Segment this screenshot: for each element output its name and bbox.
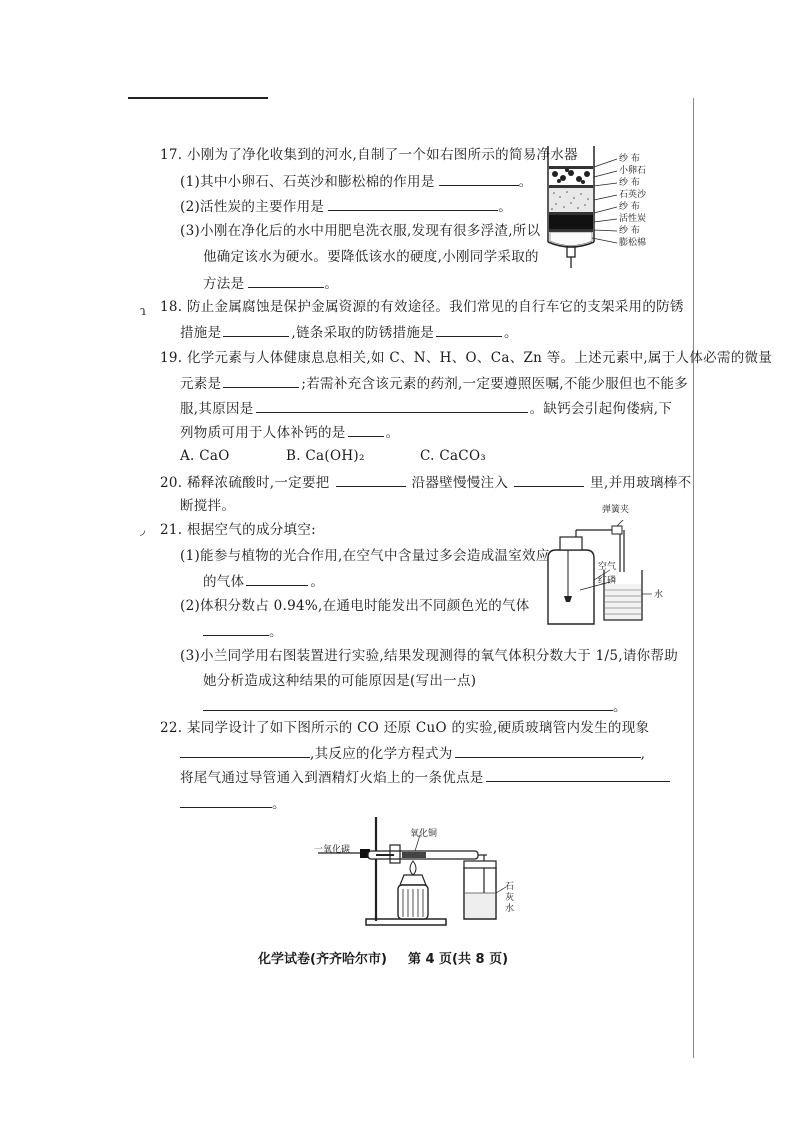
answer-blank[interactable] [514,473,584,487]
q19-line1: 19. 化学元素与人体健康息息相关,如 C、N、H、O、Ca、Zn 等。上述元素中,属于人体必需的微量 [160,350,773,366]
figure-label: 红磷 [598,576,617,586]
q17-part2: (2)活性炭的主要作用是 。 [180,199,513,215]
answer-blank[interactable] [486,768,670,782]
answer-blank[interactable] [348,423,384,437]
figure-label: 一氧化碳 [314,845,351,855]
q21-part3-line1: (3)小兰同学用右图装置进行实验,结果发现测得的氧气体积分数大于 1/5,请你帮助 [180,648,679,664]
q17-stem: 17. 小刚为了净化收集到的河水,自制了一个如右图所示的简易净水器 [160,147,578,163]
answer-blank[interactable] [336,473,406,487]
answer-blank[interactable] [203,622,269,636]
figure-label: 小卵石 [619,166,647,176]
answer-blank[interactable] [203,697,613,711]
q21-part2-line2: 。 [203,622,283,641]
answer-blank[interactable] [180,744,310,758]
q22-line3: 将尾气通过导管通入到酒精灯火焰上的一条优点是 [180,768,670,787]
figure-label: 膨松棉 [619,238,647,248]
figure-label: 纱 布 [619,202,640,212]
figure-label: 水 [654,590,664,600]
answer-blank[interactable] [328,197,498,211]
figure-label: 纱 布 [619,178,640,188]
answer-blank[interactable] [246,572,308,586]
q21-part2-line1: (2)体积分数占 0.94%,在通电时能发出不同颜色光的气体 [180,598,530,614]
q21-part3-line2: 她分析造成这种结果的可能原因是(写出一点) [203,673,477,689]
q19-option-a[interactable]: A. CaO [180,448,230,464]
q19-line4: 列物质可用于人体补钙的是 。 [180,425,400,441]
water-purifier-figure [540,140,690,275]
handwritten-mark: ɿ [140,304,146,319]
answer-blank[interactable] [223,374,299,388]
figure-label: 空气 [598,562,617,572]
figure-label: 纱 布 [619,154,640,164]
q17-part3-line3: 方法是 。 [203,276,339,292]
q21-part1-line2: 的气体 。 [203,574,325,590]
right-edge-rule [693,98,694,1058]
header-rule [128,97,268,99]
figure-label: 氧化铜 [410,829,438,839]
footer-page-number: 第 4 页(共 8 页) [407,952,509,967]
q17-part3-line2: 他确定该水为硬水。要降低该水的硬度,小刚同学采取的 [203,249,539,265]
q20-line1: 20. 稀释浓硫酸时,一定要把 沿器壁慢慢注入 里,并用玻璃棒不 [160,475,692,491]
q20-line2: 断搅拌。 [180,498,236,514]
q18-line2: 措施是 ,链条采取的防锈措施是 。 [180,325,518,341]
figure-label: 弹簧夹 [602,505,630,515]
q17-part3-line1: (3)小刚在净化后的水中用肥皂洗衣服,发现有很多浮渣,所以 [180,223,541,239]
q19-option-c[interactable]: C. CaCO₃ [420,448,487,464]
figure-label: 石英沙 [619,190,647,200]
q19-line3: 服,其原因是 。缺钙会引起佝偻病,下 [180,401,673,417]
figure-label: 活性炭 [619,214,647,224]
footer [258,948,508,967]
answer-blank[interactable] [256,399,528,413]
answer-blank[interactable] [223,323,289,337]
q17-part1: (1)其中小卵石、石英沙和膨松棉的作用是 。 [180,174,533,190]
footer-title: 化学试卷(齐齐哈尔市) [258,952,387,967]
figure-label: 石灰水 [505,882,515,914]
q18-line1: 18. 防止金属腐蚀是保护金属资源的有效途径。我们常见的自行车它的支架采用的防锈 [160,299,684,315]
q21-part1-line1: (1)能参与植物的光合作用,在空气中含量过多会造成温室效应 [180,548,550,564]
q22-line2: ,其反应的化学方程式为 , [180,744,645,763]
q22-line1: 22. 某同学设计了如下图所示的 CO 还原 CuO 的实验,硬质玻璃管内发生的现象 [160,720,650,736]
handwritten-mark: ◞ [140,523,146,538]
q19-option-b[interactable]: B. Ca(OH)₂ [286,448,365,464]
q22-line4: 。 [180,794,286,813]
answer-blank[interactable] [248,274,324,288]
figure-label: 纱 布 [619,226,640,236]
answer-blank[interactable] [180,794,272,808]
answer-blank[interactable] [436,323,502,337]
answer-blank[interactable] [455,744,641,758]
q21-stem: 21. 根据空气的成分填空: [160,522,317,538]
q19-line2: 元素是 ;若需补充含该元素的药剂,一定要遵照医嘱,不能少服但也不能多 [180,376,689,392]
answer-blank[interactable] [439,172,519,186]
q21-part3-line3: 。 [203,697,627,716]
